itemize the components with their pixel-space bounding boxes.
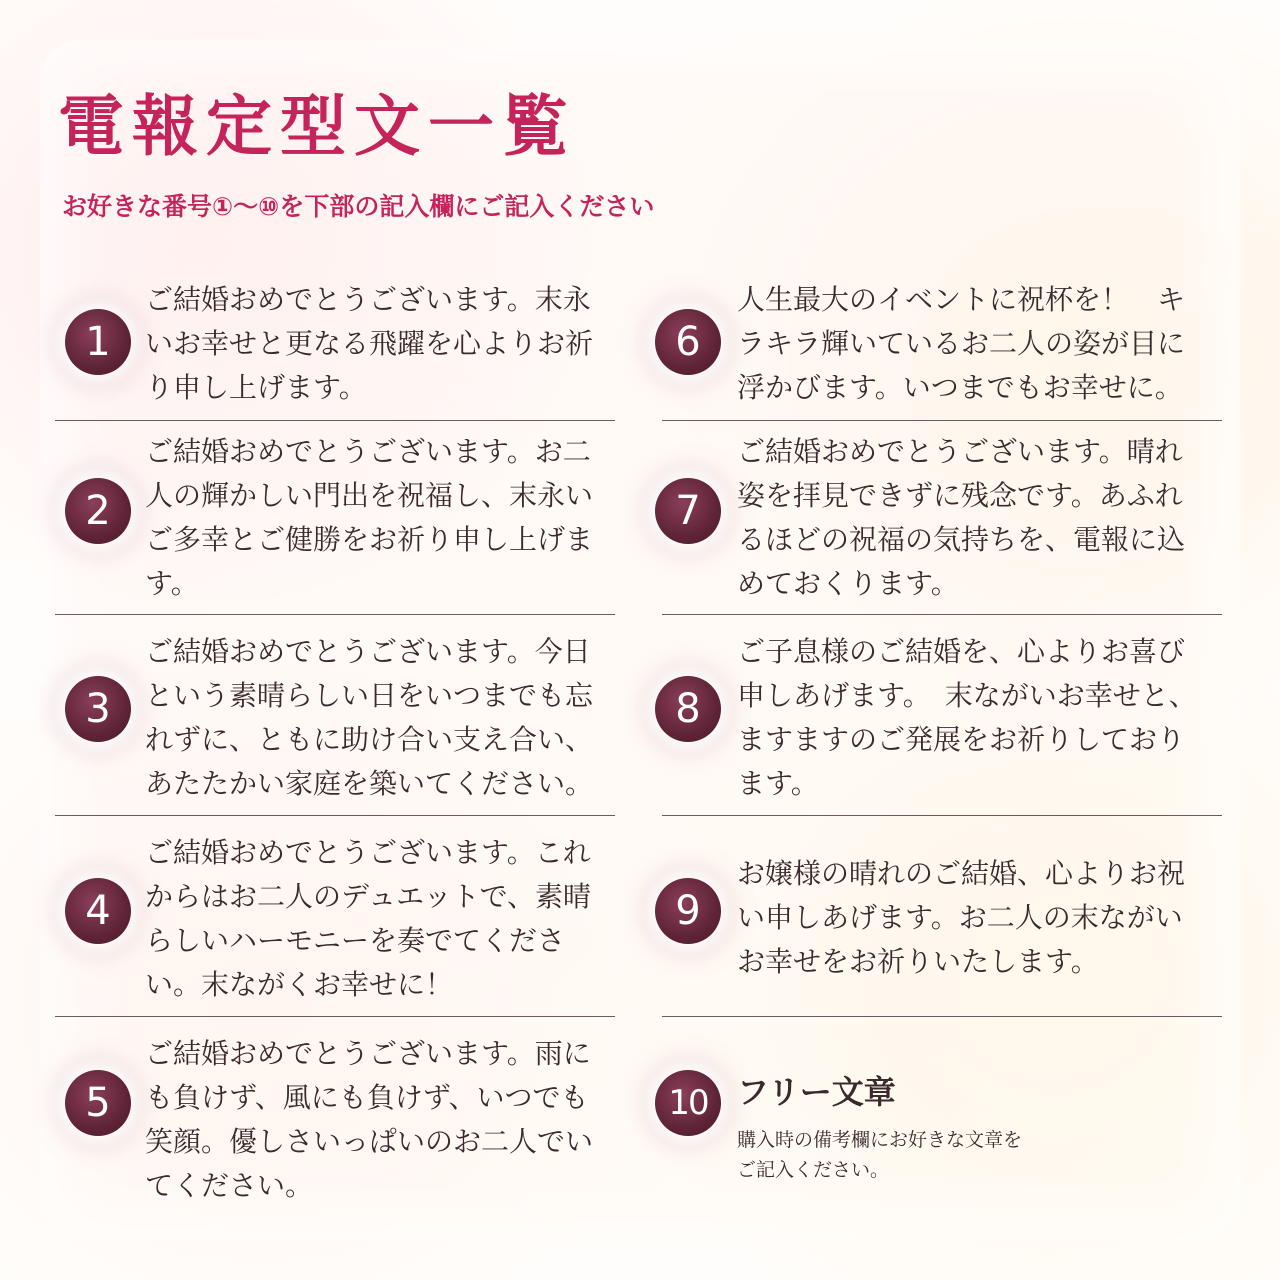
message-text-6: 人生最大のイベントに祝杯を！ キ ラキラ輝いているお二人の姿が目に 浮かびます。いつまでもお幸せに。 — [737, 283, 1186, 404]
divider — [55, 614, 615, 615]
free-text-note: 購入時の備考欄にお好きな文章を ご記入ください。 — [737, 1129, 1023, 1181]
number-badge-10: 10 — [655, 1070, 721, 1136]
number-badge-3: 3 — [65, 676, 131, 742]
number-badge-6: 6 — [655, 309, 721, 375]
message-text-2: ご結婚おめでとうございます。お二 人の輝かしい門出を祝福し、末永い ご多幸とご健勝をお祈り申し上げま す。 — [145, 435, 594, 600]
divider — [662, 614, 1222, 615]
divider — [662, 420, 1222, 421]
message-text-4: ご結婚おめでとうございます。これ からはお二人のデュエットで、素晴 らしいハーモニーを奏でてくださ い。末ながくお幸せに！ — [145, 836, 592, 1001]
message-text-9: お嬢様の晴れのご結婚、心よりお祝 い申しあげます。お二人の末ながい お幸せをお祈りいたします。 — [737, 857, 1186, 978]
number-badge-5: 5 — [65, 1070, 131, 1136]
number-badge-4: 4 — [65, 878, 131, 944]
message-text-5: ご結婚おめでとうございます。雨に も負けず、風にも負けず、いつでも 笑顔。優しさいっぱいのお二人でい てください。 — [145, 1037, 594, 1202]
message-text-3: ご結婚おめでとうございます。今日 という素晴らしい日をいつまでも忘 れずに、ともに助け合い支え合い、 あたたかい家庭を築いてください。 — [145, 635, 594, 800]
divider — [55, 1016, 615, 1017]
divider — [662, 1016, 1222, 1017]
divider — [55, 815, 615, 816]
divider — [55, 420, 615, 421]
number-badge-8: 8 — [655, 676, 721, 742]
page-title: 電報定型文一覧 — [58, 87, 576, 165]
number-badge-7: 7 — [655, 478, 721, 544]
message-text-7: ご結婚おめでとうございます。晴れ 姿を拝見できずに残念です。あふれ るほどの祝福の気持ちを、電報に込 めておくります。 — [737, 435, 1186, 600]
message-text-8: ご子息様のご結婚を、心よりお喜び 申しあげます。 末ながいお幸せと、 ますますのご発展をお祈りしており ます。 — [737, 635, 1197, 800]
message-text-1: ご結婚おめでとうございます。末永 いお幸せと更なる飛躍を心よりお祈 り申し上げます。 — [145, 283, 594, 404]
page-subtitle: お好きな番号①〜⑩を下部の記入欄にご記入ください — [62, 192, 655, 221]
number-badge-1: 1 — [65, 309, 131, 375]
free-text-title: フリー文章 — [737, 1073, 896, 1111]
number-badge-9: 9 — [655, 878, 721, 944]
divider — [662, 815, 1222, 816]
number-badge-2: 2 — [65, 478, 131, 544]
